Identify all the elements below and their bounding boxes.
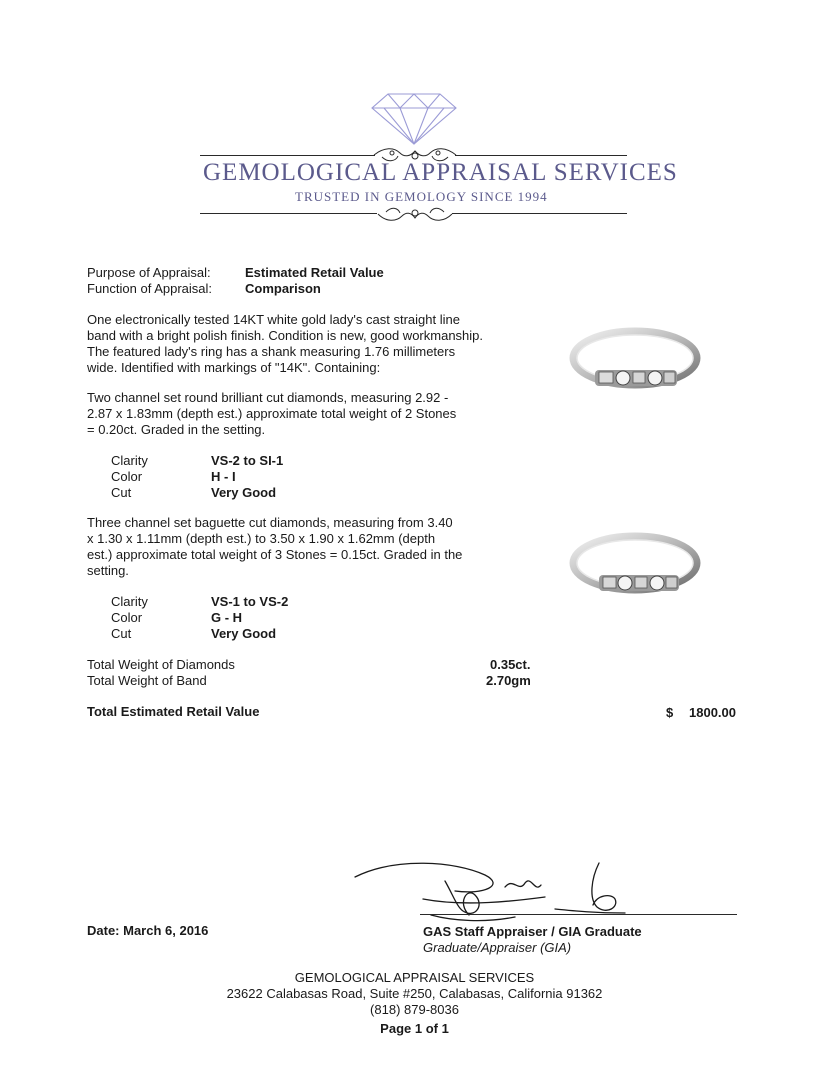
grade-value: VS-1 to VS-2 xyxy=(211,594,289,609)
purpose-value: Estimated Retail Value xyxy=(245,265,384,280)
grade-label: Clarity xyxy=(111,594,148,609)
paragraph-line: Three channel set baguette cut diamonds, measuring from 3.40 xyxy=(87,515,453,530)
signature-image xyxy=(335,855,655,927)
grade-row xyxy=(111,485,283,501)
function-row xyxy=(87,281,321,297)
ring-photo-1 xyxy=(565,318,705,408)
grade-row xyxy=(111,469,283,485)
grade-row xyxy=(111,453,283,469)
grade-row xyxy=(111,594,288,610)
paragraph-line: Two channel set round brilliant cut diamonds, measuring 2.92 - xyxy=(87,390,449,405)
company-logo-text: GEMOLOGICAL APPRAISAL SERVICES xyxy=(203,159,678,186)
function-value: Comparison xyxy=(245,281,321,296)
paragraph-line: setting. xyxy=(87,563,129,578)
page-number: Page 1 of 1 xyxy=(380,1021,449,1036)
footer-phone: (818) 879-8036 xyxy=(370,1002,459,1017)
total-retail-label: Total Estimated Retail Value xyxy=(87,704,260,719)
paragraph-line: The featured lady's ring has a shank measuring 1.76 millimeters xyxy=(87,344,456,359)
grade-row xyxy=(111,610,288,626)
grade-value: Very Good xyxy=(211,485,277,500)
round-diamond-description xyxy=(87,390,456,438)
grade-value: Very Good xyxy=(211,626,277,641)
purpose-label: Purpose of Appraisal: xyxy=(87,265,211,280)
grade-label: Clarity xyxy=(111,453,148,468)
paragraph-line: est.) approximate total weight of 3 Stones = 0.15ct. Graded in the xyxy=(87,547,463,562)
total-diamonds-value: 0.35ct. xyxy=(490,657,531,672)
baguette-grades xyxy=(111,594,288,642)
footer-address: 23622 Calabasas Road, Suite #250, Calabasas, California 91362 xyxy=(226,986,603,1001)
paragraph-line: wide. Identified with markings of "14K". Containing: xyxy=(87,360,381,375)
grade-label: Cut xyxy=(111,485,132,500)
currency-symbol: $ xyxy=(666,705,674,720)
ring-photo-2 xyxy=(565,525,705,615)
paragraph-line: = 0.20ct. Graded in the setting. xyxy=(87,422,266,437)
total-band-value: 2.70gm xyxy=(486,673,531,688)
grade-label: Color xyxy=(111,469,143,484)
diamond-icon xyxy=(370,92,458,146)
footer-company: GEMOLOGICAL APPRAISAL SERVICES xyxy=(294,970,535,985)
purpose-row xyxy=(87,265,384,281)
round-grades xyxy=(111,453,283,501)
appraiser-subtitle: Graduate/Appraiser (GIA) xyxy=(423,940,572,955)
scroll-ornament-icon xyxy=(376,204,454,224)
paragraph-line: One electronically tested 14KT white gold lady's cast straight line xyxy=(87,312,460,327)
appraisal-date: Date: March 6, 2016 xyxy=(87,923,209,938)
grade-row xyxy=(111,626,288,642)
paragraph-line: x 1.30 x 1.11mm (depth est.) to 3.50 x 1.90 x 1.62mm (depth xyxy=(87,531,436,546)
band-description xyxy=(87,312,483,376)
appraiser-title: GAS Staff Appraiser / GIA Graduate xyxy=(423,924,642,939)
company-tagline: TRUSTED IN GEMOLOGY SINCE 1994 xyxy=(295,189,548,204)
paragraph-line: band with a bright polish finish. Condition is new, good workmanship. xyxy=(87,328,484,343)
total-diamonds-label: Total Weight of Diamonds xyxy=(87,657,235,672)
paragraph-line: 2.87 x 1.83mm (depth est.) approximate total weight of 2 Stones xyxy=(87,406,457,421)
total-retail-value: 1800.00 xyxy=(689,705,736,720)
total-band-label: Total Weight of Band xyxy=(87,673,207,688)
baguette-diamond-description xyxy=(87,515,462,579)
grade-value: G - H xyxy=(211,610,243,625)
grade-label: Cut xyxy=(111,626,132,641)
grade-value: VS-2 to SI-1 xyxy=(211,453,284,468)
grade-value: H - I xyxy=(211,469,236,484)
grade-label: Color xyxy=(111,610,143,625)
function-label: Function of Appraisal: xyxy=(87,281,213,296)
